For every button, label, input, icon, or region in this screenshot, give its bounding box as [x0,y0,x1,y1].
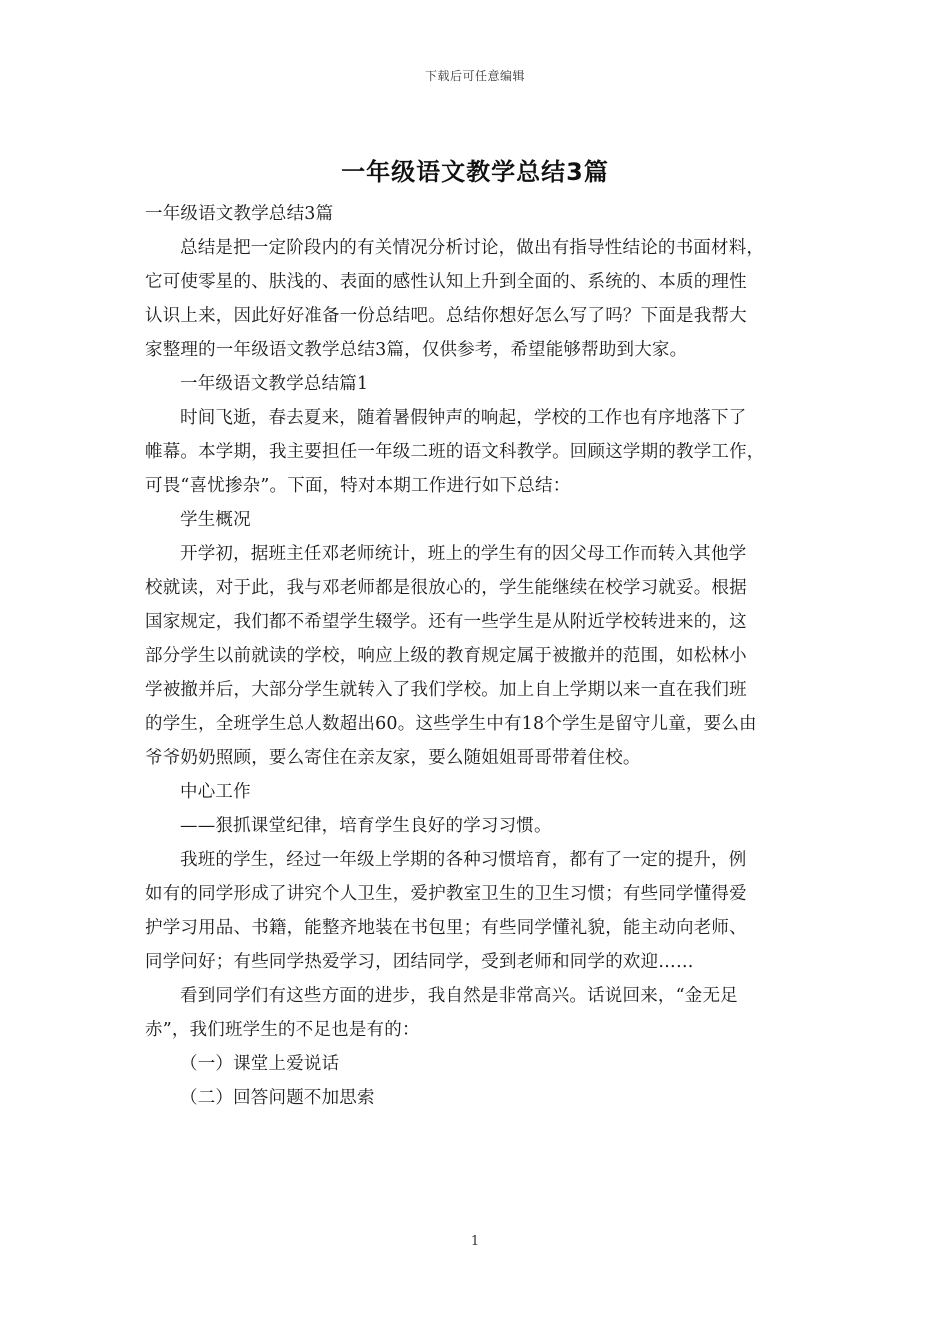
paragraph-line: 它可使零星的、肤浅的、表面的感性认知上升到全面的、系统的、本质的理性 [145,272,747,292]
paragraph [145,401,810,503]
paragraph-line: 学被撤并后，大部分学生就转入了我们学校。加上自上学期以来一直在我们班 [145,680,747,700]
paragraph-line: 赤”，我们班学生的不足也是有的： [145,1020,420,1040]
paragraph-line: 爷爷奶奶照顾，要么寄住在亲友家，要么随姐姐哥哥带着住校。 [145,748,641,768]
paragraph [145,843,810,979]
paragraph [145,503,810,537]
header-note: 下载后可任意编辑 [424,69,525,83]
paragraph-line: 部分学生以前就读的学校，响应上级的教育规定属于被撤并的范围，如松林小 [145,646,747,666]
paragraph-line: （二）回答问题不加思索 [180,1088,375,1108]
paragraph-line: 校就读，对于此，我与邓老师都是很放心的，学生能继续在校学习就妥。根据 [145,578,747,598]
page-number: 1 [470,1234,480,1249]
paragraph-line: 家整理的一年级语文教学总结3篇，仅供参考，希望能够帮助到大家。 [145,340,688,360]
paragraph [145,775,810,809]
paragraph-line: 护学习用品、书籍，能整齐地装在书包里；有些同学懂礼貌，能主动向老师、 [145,918,747,938]
paragraph [145,979,810,1047]
paragraph [145,809,810,843]
paragraph [145,231,810,367]
paragraph [145,197,810,231]
paragraph-line: 认识上来，因此好好准备一份总结吧。总结你想好怎么写了吗？下面是我帮大 [145,306,747,326]
paragraph-line: 的学生，全班学生总人数超出60。这些学生中有18个学生是留守儿童，要么由 [145,714,757,734]
paragraph-line: 看到同学们有这些方面的进步，我自然是非常高兴。话说回来，“金无足 [180,986,738,1006]
paragraph-line: 帷幕。本学期，我主要担任一年级二班的语文科教学。回顾这学期的教学工作， [145,442,765,462]
paragraph-line: 开学初，据班主任邓老师统计，班上的学生有的因父母工作而转入其他学 [180,544,747,564]
paragraph-line: 学生概况 [180,510,251,530]
paragraph-line: 总结是把一定阶段内的有关情况分析讨论，做出有指导性结论的书面材料， [180,238,765,258]
paragraph [145,367,810,401]
paragraph-line: （一）课堂上爱说话 [180,1054,340,1074]
paragraph [145,537,810,775]
paragraph-line: ——狠抓课堂纪律，培育学生良好的学习习惯。 [180,816,552,836]
paragraph-line: 一年级语文教学总结篇1 [180,374,369,394]
document-title: 一年级语文教学总结3篇 [341,158,609,186]
paragraph [145,1081,810,1115]
paragraph-line: 一年级语文教学总结3篇 [145,204,334,224]
paragraph-line: 可畏“喜忧掺杂”。下面，特对本期工作进行如下总结： [145,476,571,496]
paragraph [145,1047,810,1081]
paragraph-line: 我班的学生，经过一年级上学期的各种习惯培育，都有了一定的提升，例 [180,850,747,870]
document-body [145,197,810,1115]
paragraph-line: 国家规定，我们都不希望学生辍学。还有一些学生是从附近学校转进来的，这 [145,612,747,632]
paragraph-line: 时间飞逝，春去夏来，随着暑假钟声的响起，学校的工作也有序地落下了 [180,408,747,428]
paragraph-line: 中心工作 [180,782,251,802]
paragraph-line: 如有的同学形成了讲究个人卫生，爱护教室卫生的卫生习惯；有些同学懂得爱 [145,884,747,904]
paragraph-line: 同学问好；有些同学热爱学习，团结同学，受到老师和同学的欢迎…… [145,952,694,972]
